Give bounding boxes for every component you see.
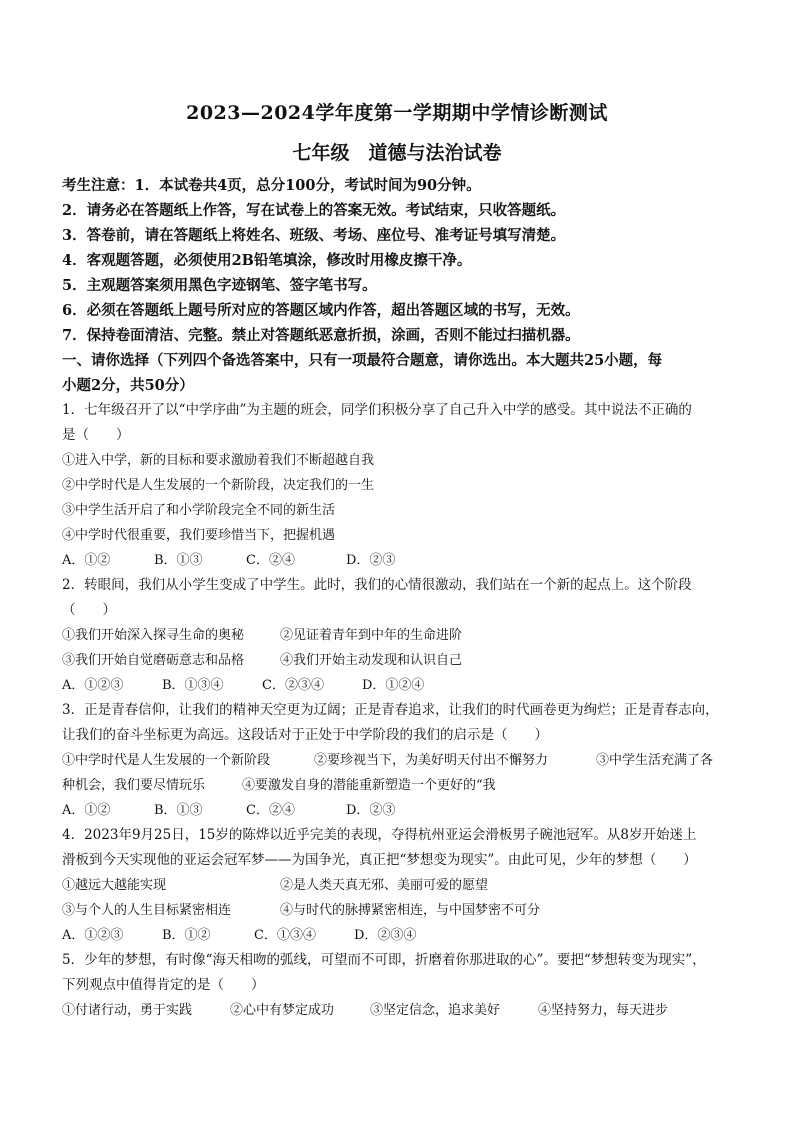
statement-item: ①进入中学，新的目标和要求激励着我们不断超越自我: [62, 453, 375, 468]
answer-options: [62, 923, 738, 948]
question-stem: 2．转眼间，我们从小学生变成了中学生。此时，我们的心情很激动，我们站在一个新的起点上。这个阶段: [62, 577, 692, 593]
statement-row: [62, 998, 738, 1023]
question-stem: 5．少年的梦想，有时像“海天相吻的弧线，可望而不可即，折磨着你那进取的心”。要把“梦想转变为现实”，: [62, 952, 706, 968]
question-4: [62, 823, 738, 948]
statement-item: ②中学时代是人生发展的一个新阶段，决定我们的一生: [62, 478, 375, 493]
question-stem: 3．正是青春信仰，让我们的精神天空更为辽阔；正是青春追求，让我们的时代画卷更为绚烂；正是青春志向，: [62, 702, 719, 718]
notice-line: 3．答卷前，请在答题纸上将姓名、班级、考场、座位号、准考证号填写清楚。: [62, 227, 566, 244]
statement-item: ④我们开始主动发现和认识自己: [280, 653, 463, 668]
option-d[interactable]: D．①②④: [362, 678, 425, 693]
statement-item: ②见证着青年到中年的生命进阶: [280, 628, 463, 643]
option-c[interactable]: C．②③④: [262, 678, 324, 693]
option-b[interactable]: B．①③: [154, 803, 203, 818]
statement-row: [62, 873, 738, 898]
option-a[interactable]: A．①②: [62, 803, 111, 818]
question-1: [62, 398, 738, 573]
notice-line: 5．主观题答案须用黑色字迹钢笔、签字笔书写。: [62, 277, 377, 294]
statement-row: [62, 648, 738, 673]
option-d[interactable]: D．②③: [346, 553, 396, 568]
option-d[interactable]: D．②③④: [354, 928, 417, 943]
option-a[interactable]: A．①②③: [62, 928, 124, 943]
statement-item: ③中学生活充满了各: [596, 753, 714, 768]
notice-line: 考生注意：1．本试卷共4页，总分100分，考试时间为90分钟。: [62, 177, 481, 194]
notice-block: [62, 173, 738, 348]
exam-title: 2023—2024学年度第一学期期中学情诊断测试: [186, 102, 608, 124]
question-5: [62, 948, 738, 1023]
notice-line: 7．保持卷面清洁、完整。禁止对答题纸恶意折损，涂画，否则不能过扫描机器。: [62, 327, 580, 344]
statement-item: ③与个人的人生目标紧密相连: [62, 903, 232, 918]
answer-options: [62, 548, 738, 573]
statement-row: [62, 773, 738, 798]
question-stem: 4．2023年9月25日，15岁的陈烨以近乎完美的表现，夺得杭州亚运会滑板男子碗池冠军。从8岁开始迷上: [62, 827, 697, 843]
statement-item: ④与时代的脉搏紧密相连，与中国梦密不可分: [280, 903, 541, 918]
statement-item: ③坚定信念，追求美好: [370, 1003, 501, 1018]
statement-item: ③中学生活开启了和小学阶段完全不同的新生活: [62, 503, 336, 518]
question-stem: （ ）: [62, 602, 116, 618]
notice-line: 2．请务必在答题纸上作答，写在试卷上的答案无效。考试结束，只收答题纸。: [62, 202, 566, 219]
statement-item: ④中学时代很重要，我们要珍惜当下，把握机遇: [62, 528, 336, 543]
option-b[interactable]: B．①②: [162, 928, 211, 943]
statement-item: ④坚持努力，每天进步: [538, 1003, 669, 1018]
question-stem: 下列观点中值得肯定的是（ ）: [62, 977, 265, 993]
option-c[interactable]: C．①③④: [254, 928, 316, 943]
statement-row: [62, 623, 738, 648]
question-stem: 是（ ）: [62, 427, 130, 443]
question-stem: 1．七年级召开了以“中学序曲”为主题的班会，同学们积极分享了自己升入中学的感受。其中说法不正确的: [62, 402, 692, 418]
statement-item: ②是人类天真无邪、美丽可爱的愿望: [280, 878, 489, 893]
answer-options: [62, 798, 738, 823]
question-stem: 让我们的奋斗坐标更为高远。这段话对于正处于中学阶段的我们的启示是（ ）: [62, 727, 548, 743]
exam-body: [62, 173, 738, 1023]
option-c[interactable]: C．②④: [246, 803, 295, 818]
notice-line: 4．客观题答题，必须使用2B铅笔填涂，修改时用橡皮擦干净。: [62, 252, 472, 269]
statement-item: ②心中有梦定成功: [230, 1003, 335, 1018]
statement-item: 种机会，我们要尽情玩乐: [62, 778, 206, 793]
statement-item: ④要激发自身的潜能重新塑造一个更好的“我: [242, 778, 496, 793]
option-d[interactable]: D．②③: [346, 803, 396, 818]
question-2: [62, 573, 738, 698]
exam-subtitle: 七年级 道德与法治试卷: [292, 142, 502, 164]
option-b[interactable]: B．①③④: [162, 678, 224, 693]
option-a[interactable]: A．①②③: [62, 678, 124, 693]
section-heading: 一、请你选择（下列四个备选答案中，只有一项最符合题意，请你选出。本大题共25小题，每 小题2分，共50分）: [62, 352, 663, 394]
option-b[interactable]: B．①③: [154, 553, 203, 568]
question-3: [62, 698, 738, 823]
answer-options: [62, 673, 738, 698]
statement-item: ②要珍视当下，为美好明天付出不懈努力: [314, 753, 549, 768]
statement-row: [62, 748, 738, 773]
option-a[interactable]: A．①②: [62, 553, 111, 568]
statement-item: ①中学时代是人生发展的一个新阶段: [62, 753, 271, 768]
question-stem: 滑板到今天实现他的亚运会冠军梦——为国争光，真正把“梦想变为现实”。由此可见，少年的梦想（ ）: [62, 852, 697, 868]
statement-row: [62, 898, 738, 923]
statement-item: ①付诸行动，勇于实践: [62, 1003, 193, 1018]
statement-item: ③我们开始自觉磨砺意志和品格: [62, 653, 245, 668]
statement-item: ①我们开始深入探寻生命的奥秘: [62, 628, 245, 643]
option-c[interactable]: C．②④: [246, 553, 295, 568]
notice-line: 6．必须在答题纸上题号所对应的答题区域内作答，超出答题区域的书写，无效。: [62, 302, 580, 319]
statement-item: ①越远大越能实现: [62, 878, 167, 893]
